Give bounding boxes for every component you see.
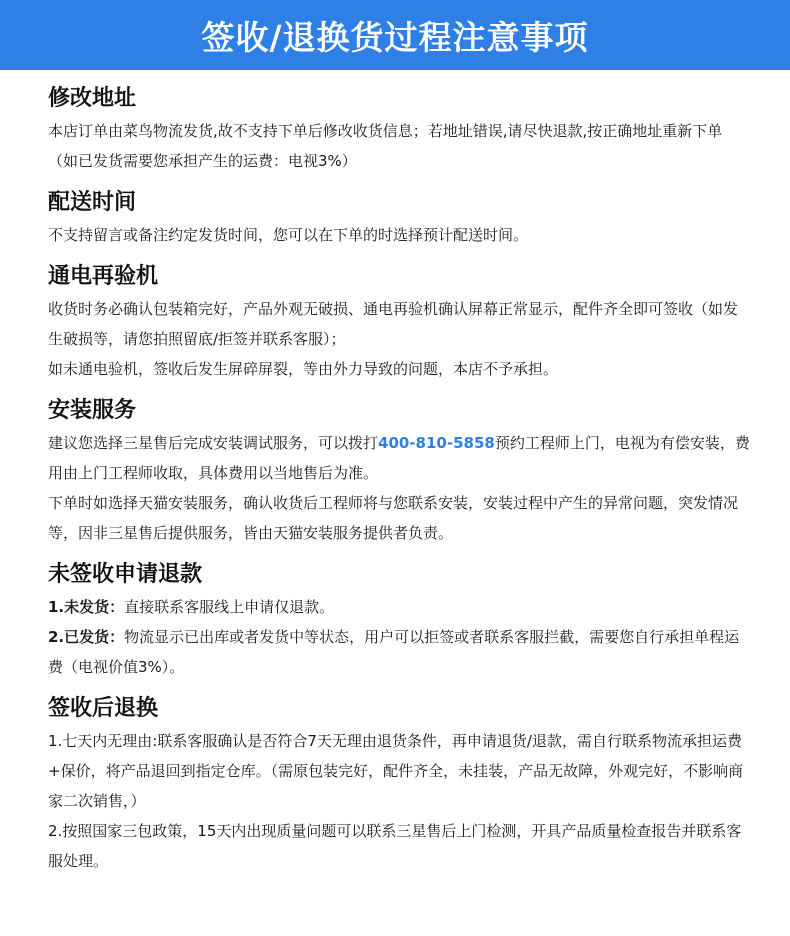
section-paragraph: 下单时如选择天猫安装服务，确认收货后工程师将与您联系安装，安装过程中产生的异常问题，突发情况等，因非三星售后提供服务，皆由天猫安装服务提供者负责。: [48, 494, 739, 542]
header-banner: [0, 0, 790, 70]
item-lead: 2.已发货：: [48, 628, 125, 646]
section-paragraph: 本店订单由菜鸟物流发货,故不支持下单后修改收货信息；若地址错误,请尽快退款,按正确地址重新下单（如已发货需要您承担产生的运费：电视3%）: [48, 122, 723, 170]
section-refund-before-signing: [48, 558, 750, 682]
section-delivery-time: [48, 186, 750, 250]
page-title: 签收/退换货过程注意事项: [201, 17, 589, 57]
section-title: 配送时间: [48, 190, 137, 215]
section-power-on-check: [48, 260, 750, 384]
section-paragraph: [48, 428, 750, 488]
item-lead: 1.未发货：: [48, 598, 125, 616]
section-return-after-signing: [48, 692, 750, 876]
list-item: [48, 592, 750, 622]
section-title: 未签收申请退款: [48, 562, 203, 587]
service-phone-number: 400-810-5858: [378, 434, 495, 452]
paragraph-text: 建议您选择三星售后完成安装调试服务，可以拨打: [48, 434, 379, 452]
section-title: 通电再验机: [48, 264, 159, 289]
section-title: 修改地址: [48, 86, 137, 111]
section-paragraph: 1.七天内无理由:联系客服确认是否符合7天无理由退货条件，再申请退货/退款，需自行联系物流承担运费+保价，将产品退回到指定仓库。（需原包装完好，配件齐全，未挂装，产品无故障，外观完好，不影响商家二次销售，）: [48, 732, 744, 810]
section-title: 签收后退换: [48, 696, 159, 721]
item-text: 直接联系客服线上申请仅退款。: [124, 598, 335, 616]
item-text: 物流显示已出库或者发货中等状态，用户可以拒签或者联系客服拦截，需要您自行承担单程运费（电视价值3%）。: [48, 628, 740, 676]
section-paragraph: 收货时务必确认包装箱完好，产品外观无破损、通电再验机确认屏幕正常显示，配件齐全即可签收（如发生破损等，请您拍照留底/拒签并联系客服）；: [48, 300, 739, 348]
section-paragraph: 2.按照国家三包政策，15天内出现质量问题可以联系三星售后上门检测，开具产品质量检查报告并联系客服处理。: [48, 822, 742, 870]
notice-content: [0, 70, 790, 876]
section-installation-service: [48, 394, 750, 548]
section-paragraph: 不支持留言或备注约定发货时间，您可以在下单的时选择预计配送时间。: [48, 226, 529, 244]
section-address-change: [48, 82, 750, 176]
paragraph-text: 预约工程师上门，电视为有偿安装，费用由上门工程师收取，具体费用以当地售后为准。: [48, 434, 750, 482]
list-item: [48, 622, 750, 682]
section-title: 安装服务: [48, 398, 137, 423]
section-paragraph: 如未通电验机，签收后发生屏碎屏裂，等由外力导致的问题，本店不予承担。: [48, 360, 559, 378]
